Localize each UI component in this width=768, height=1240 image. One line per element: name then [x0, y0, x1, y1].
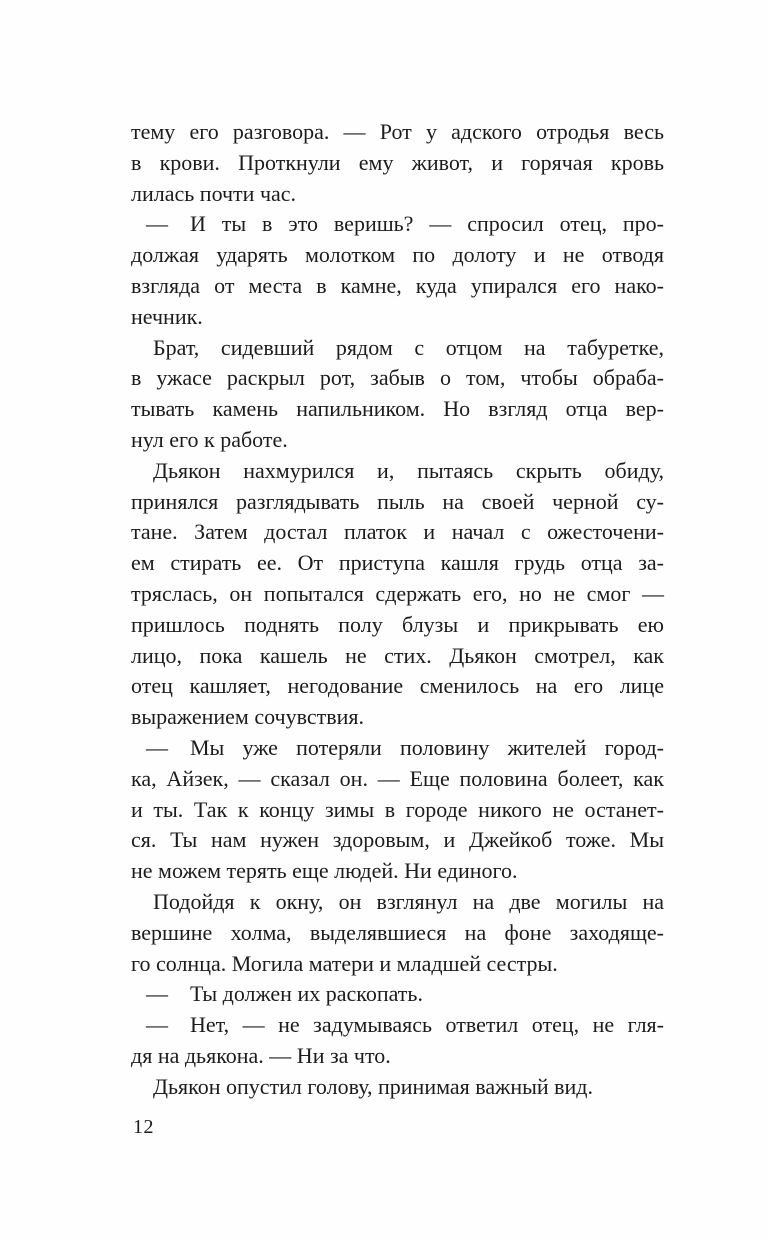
- text-line: взгляда от места в камне, куда упирался его нако-: [131, 272, 664, 298]
- text-line: выражением сочувствия.: [131, 704, 365, 730]
- text-line: ем стирать ее. От приступа кашля грудь отца за-: [131, 550, 664, 576]
- text-line: нечник.: [131, 303, 203, 329]
- text-line: дя на дьякона. — Ни за что.: [131, 1042, 391, 1068]
- text-line: отец кашляет, негодование сменилось на его лице: [131, 673, 664, 699]
- text-line: тывать камень напильником. Но взгляд отца вер-: [131, 396, 664, 422]
- text-line: Подойдя к окну, он взглянул на две могилы на: [153, 888, 664, 914]
- text-line: принялся разглядывать пыль на своей черной су-: [131, 488, 664, 514]
- text-line: ся. Ты нам нужен здоровым, и Джейкоб тоже. Мы: [131, 827, 664, 853]
- text-line: Дьякон опустил голову, принимая важный вид.: [153, 1073, 593, 1099]
- text-line: не можем терять еще людей. Ни единого.: [131, 858, 518, 884]
- text-line: тряслась, он попытался сдержать его, но не смог —: [131, 580, 664, 606]
- text-line: лицо, пока кашель не стих. Дьякон смотрел, как: [131, 642, 664, 668]
- text-line: и ты. Так к концу зимы в городе никого не останет-: [131, 796, 664, 822]
- text-line: — И ты в это веришь? — спросил отец, про-: [146, 211, 664, 237]
- text-line: вершине холма, выделявшиеся на фоне заходяще-: [131, 919, 664, 945]
- text-line: — Нет, — не задумываясь ответил отец, не гля-: [146, 1012, 664, 1038]
- text-line: пришлось поднять полу блузы и прикрывать ею: [131, 611, 664, 637]
- text-line: ка, Айзек, — сказал он. — Еще половина болеет, как: [131, 765, 664, 791]
- text-line: Брат, сидевший рядом с отцом на табуретке,: [153, 334, 664, 360]
- text-line: должая ударять молотком по долоту и не отводя: [131, 242, 664, 268]
- text-line: тане. Затем достал платок и начал с ожесточени-: [131, 519, 664, 545]
- text-line: нул его к работе.: [131, 426, 288, 452]
- text-line: — Ты должен их раскопать.: [146, 981, 423, 1007]
- text-line: в ужасе раскрыл рот, забыв о том, чтобы обраба-: [131, 365, 664, 391]
- text-line: Дьякон нахмурился и, пытаясь скрыть обиду,: [153, 457, 664, 483]
- text-column: [131, 117, 664, 1103]
- text-line: — Мы уже потеряли половину жителей город-: [146, 734, 664, 760]
- text-line: лилась почти час.: [131, 180, 297, 206]
- text-line: тему его разговора. — Рот у адского отродья весь: [131, 119, 664, 144]
- page-number: 12: [133, 1116, 154, 1138]
- text-line: в крови. Проткнули ему живот, и горячая кровь: [131, 149, 664, 175]
- text-line: го солнца. Могила матери и младшей сестры.: [131, 950, 558, 976]
